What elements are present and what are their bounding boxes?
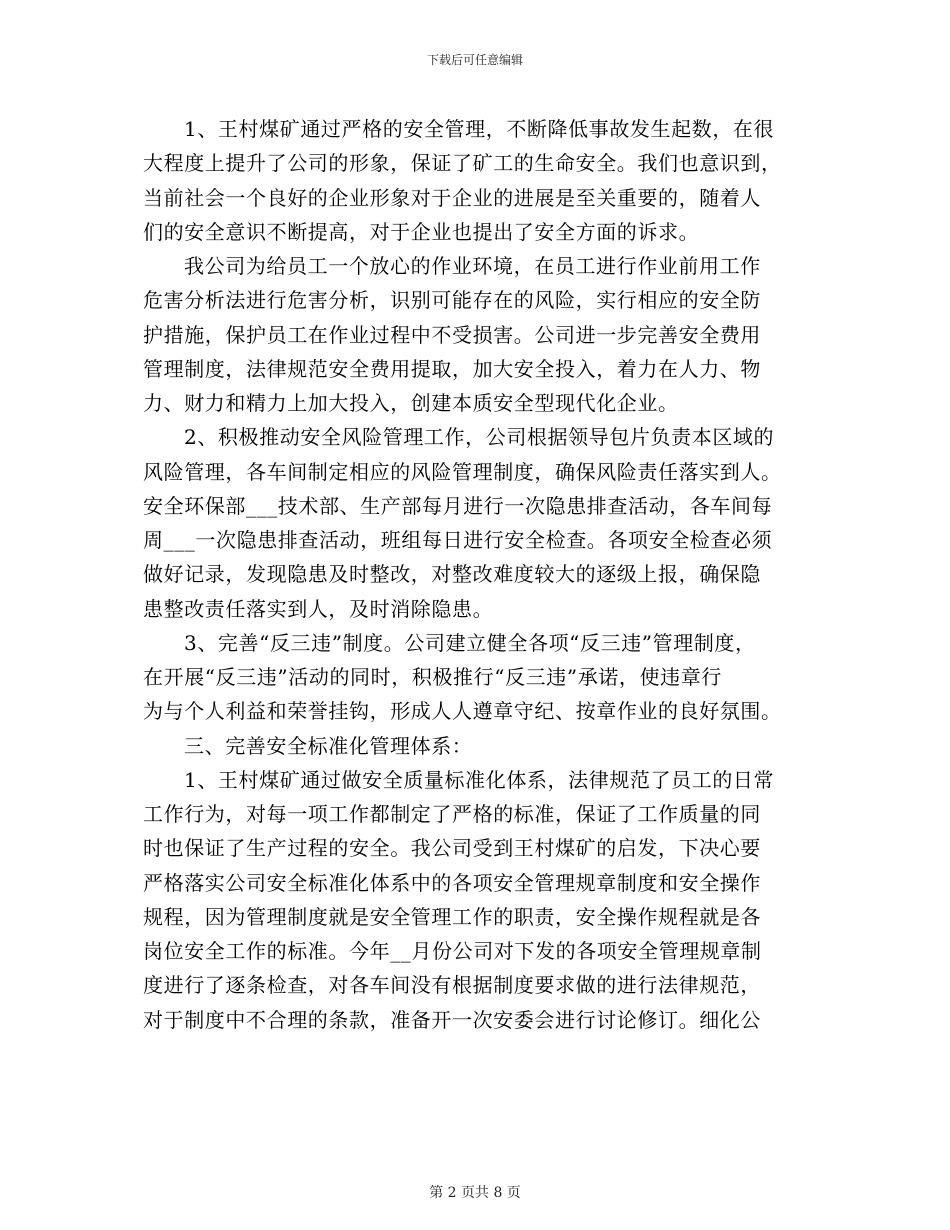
text-line: 大程度上提升了公司的形象，保证了矿工的生命安全。我们也意识到， [143, 151, 782, 176]
page-number: 第 2 页共 8 页 [429, 1185, 521, 1201]
text-line: 1、王村煤矿通过做安全质量标准化体系，法律规范了员工的日常 [184, 767, 775, 792]
text-line: 们的安全意识不断提高，对于企业也提出了安全方面的诉求。 [143, 219, 700, 244]
text-line: 力、财力和精力上加大投入，创建本质安全型现代化企业。 [143, 391, 679, 415]
text-line: 工作行为，对每一项工作都制定了严格的标准，保证了工作质量的同 [143, 802, 761, 826]
text-line: 安全环保部___技术部、生产部每月进行一次隐患排查活动，各车间每 [143, 493, 773, 518]
section-heading: 三、完善安全标准化管理体系： [184, 733, 473, 758]
text-line: 为与个人利益和荣誉挂钩，形成人人遵章守纪、按章作业的良好氛围。 [143, 699, 782, 724]
page-header: 下载后可任意编辑 [426, 53, 523, 67]
text-line: 患整改责任落实到人，及时消除隐患。 [143, 596, 494, 621]
text-line: 我公司为给员工一个放心的作业环境，在员工进行作业前用工作 [184, 254, 761, 278]
text-line: 危害分析法进行危害分析，识别可能存在的风险，实行相应的安全防 [143, 288, 761, 313]
text-line: 周___一次隐患排查活动，班组每日进行安全检查。各项安全检查必须 [143, 528, 773, 552]
text-line: 3、完善“反三违”制度。公司建立健全各项“反三违”管理制度， [184, 630, 756, 655]
text-line: 度进行了逐条检查，对各车间没有根据制度要求做的进行法律规范， [143, 973, 761, 998]
text-line: 对于制度中不合理的条款，准备开一次安委会进行讨论修订。细化公 [143, 1007, 761, 1032]
text-line: 在开展“反三违”活动的同时，积极推行“反三违”承诺，使违章行 [143, 665, 722, 689]
text-line: 做好记录，发现隐患及时整改，对整改难度较大的逐级上报，确保隐 [143, 562, 761, 587]
text-line: 护措施，保护员工在作业过程中不受损害。公司进一步完善安全费用 [143, 322, 761, 347]
text-line: 1、王村煤矿通过严格的安全管理，不断降低事故发生起数，在很 [184, 117, 775, 141]
text-line: 风险管理，各车间制定相应的风险管理制度，确保风险责任落实到人。 [143, 459, 782, 484]
text-line: 岗位安全工作的标准。今年__月份公司对下发的各项安全管理规章制 [143, 939, 762, 963]
text-line: 规程，因为管理制度就是安全管理工作的职责，安全操作规程就是各 [143, 904, 761, 929]
text-line: 管理制度，法律规范安全费用提取，加大安全投入，着力在人力、物 [143, 356, 761, 381]
document-body [143, 112, 813, 1037]
text-line: 时也保证了生产过程的安全。我公司受到王村煤矿的启发，下决心要 [143, 836, 761, 861]
text-line: 当前社会一个良好的企业形象对于企业的进展是至关重要的，随着人 [143, 185, 761, 210]
text-line: 严格落实公司安全标准化体系中的各项安全管理规章制度和安全操作 [143, 870, 761, 895]
text-line: 2、积极推动安全风险管理工作，公司根据领导包片负责本区域的 [184, 425, 775, 450]
